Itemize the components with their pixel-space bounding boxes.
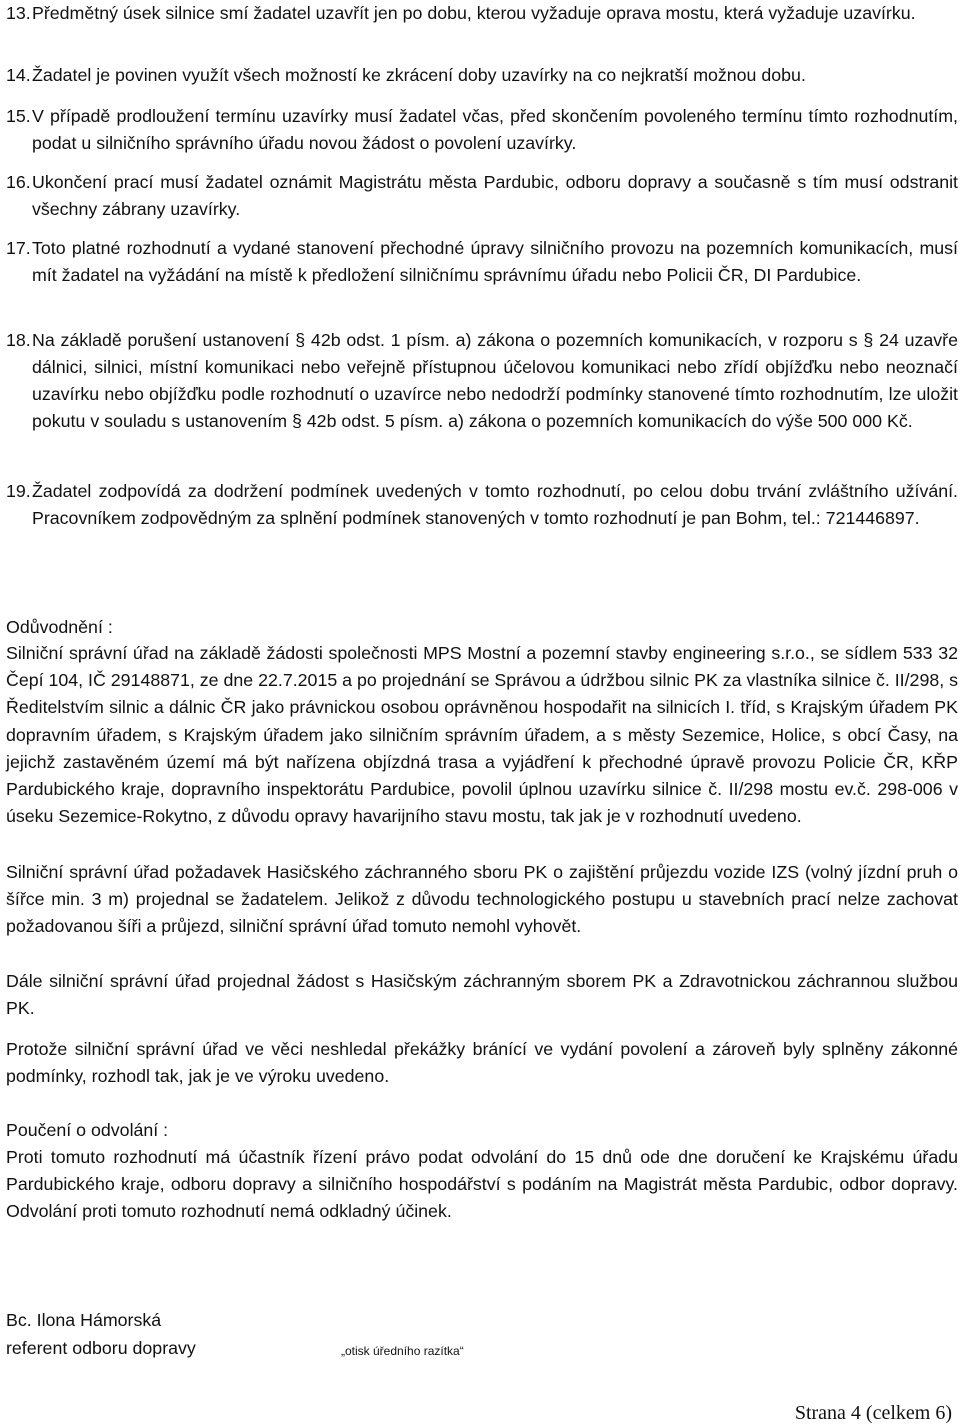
list-item-17 — [6, 235, 958, 289]
list-item-13 — [6, 0, 958, 27]
appeal-heading: Poučení o odvolání : — [6, 1120, 169, 1140]
item-number: 17. — [6, 238, 31, 258]
list-item-15 — [6, 103, 958, 157]
list-item-16 — [6, 169, 958, 223]
item-text: Žadatel je povinen využít všech možností ke zkrácení doby uzavírky na co nejkratší možnou dobu. — [32, 65, 806, 85]
item-text: V případě prodloužení termínu uzavírky musí žadatel včas, před skončením povoleného termínu tímto rozhodnutím, podat u silničního správního úřadu novou žádost o povolení uzavírky. — [32, 106, 958, 153]
signatory-name: Bc. Ilona Hámorská — [6, 1310, 162, 1330]
stamp-placeholder: „otisk úředního razítka“ — [341, 1344, 464, 1358]
item-text: Žadatel zodpovídá za dodržení podmínek uvedených v tomto rozhodnutí, po celou dobu trvání zvláštního užívání. Pracovníkem zodpovědným za splnění podmínek stanovených v tomto rozhodnutí je pan Bohm, tel.: 721446897. — [32, 481, 958, 528]
item-number: 15. — [6, 106, 31, 126]
item-number: 14. — [6, 65, 31, 85]
item-number: 18. — [6, 330, 31, 350]
justification-paragraph-3: Dále silniční správní úřad projednal žádost s Hasičským záchranným sborem PK a Zdravotnickou záchrannou službou PK. — [6, 971, 958, 1019]
justification-paragraph-4: Protože silniční správní úřad ve věci neshledal překážky bránící ve vydání povolení a zároveň byly splněny zákonné podmínky, rozhodl tak, jak je ve výroku uvedeno. — [6, 1039, 958, 1087]
list-item-14 — [6, 62, 958, 89]
item-text: Ukončení prací musí žadatel oznámit Magistrátu města Pardubic, odboru dopravy a současně s tím musí odstranit všechny zábrany uzavírky. — [32, 172, 958, 219]
signatory-role: referent odboru dopravy — [6, 1338, 196, 1358]
item-number: 13. — [6, 3, 31, 23]
justification-paragraph-2: Silniční správní úřad požadavek Hasičského záchranného sboru PK o zajištění průjezdu vozide IZS (volný jízdní pruh o šířce min. 3 m) projednal se žadatelem. Jelikož z důvodu technologického postupu u stavebních prací nelze zachovat požadovanou šíři a průjezd, silniční správní úřad tomuto nemohl vyhovět. — [6, 862, 958, 937]
list-item-19 — [6, 478, 958, 532]
list-item-18 — [6, 327, 958, 435]
item-number: 19. — [6, 481, 31, 501]
appeal-paragraph: Proti tomuto rozhodnutí má účastník řízení právo podat odvolání do 15 dnů ode dne doručení ke Krajskému úřadu Pardubického kraje, odboru dopravy a silničního hospodářství s podáním na Magistrát města Pardubic, odbor dopravy. Odvolání proti tomuto rozhodnutí nemá odkladný účinek. — [6, 1147, 958, 1222]
item-text: Předmětný úsek silnice smí žadatel uzavřít jen po dobu, kterou vyžaduje oprava mostu, která vyžaduje uzavírku. — [32, 3, 916, 23]
justification-paragraph-1: Silniční správní úřad na základě žádosti společnosti MPS Mostní a pozemní stavby engineering s.r.o., se sídlem 533 32 Čepí 104, IČ 29148871, ze dne 22.7.2015 a po projednání se Správou a údržbou silnic PK za vlastníka silnice č. II/298, s Ředitelstvím silnic a dálnic ČR jako právnickou osobou oprávněnou hospodařit na silnicích I. tříd, s Krajským úřadem PK dopravním úřadem, s Krajským úřadem jako silničním správním úřadem, a s městy Sezemice, Holice, s obcí Časy, na jejichž zastavěném území má být nařízena objízdná trasa a vyjádření k přechodné úpravě provozu Policie ČR, KŘP Pardubického kraje, dopravního inspektorátu Pardubice, povolil úplnou uzavírku silnice č. II/298 mostu ev.č. 298-006 v úseku Sezemice-Rokytno, z důvodu opravy havarijního stavu mostu, tak jak je v rozhodnutí uvedeno. — [6, 643, 958, 827]
item-text: Toto platné rozhodnutí a vydané stanovení přechodné úpravy silničního provozu na pozemních komunikacích, musí mít žadatel na vyžádání na místě k předložení silničnímu správnímu úřadu nebo Policii ČR, DI Pardubice. — [32, 238, 958, 285]
page-number: Strana 4 (celkem 6) — [794, 1402, 952, 1424]
justification-heading: Odůvodnění : — [6, 617, 113, 637]
item-text: Na základě porušení ustanovení § 42b odst. 1 písm. a) zákona o pozemních komunikacích, v rozporu s § 24 uzavře dálnici, silnici, místní komunikaci nebo veřejně přístupnou účelovou komunikaci nebo zřídí objížďku nebo neoznačí uzavírku nebo objížďku podle rozhodnutí o uzavírce nebo nedodrží podmínky stanovené tímto rozhodnutím, lze uložit pokutu v souladu s ustanovením § 42b odst. 5 písm. a) zákona o pozemních komunikacích do výše 500 000 Kč. — [32, 330, 958, 431]
item-number: 16. — [6, 172, 31, 192]
